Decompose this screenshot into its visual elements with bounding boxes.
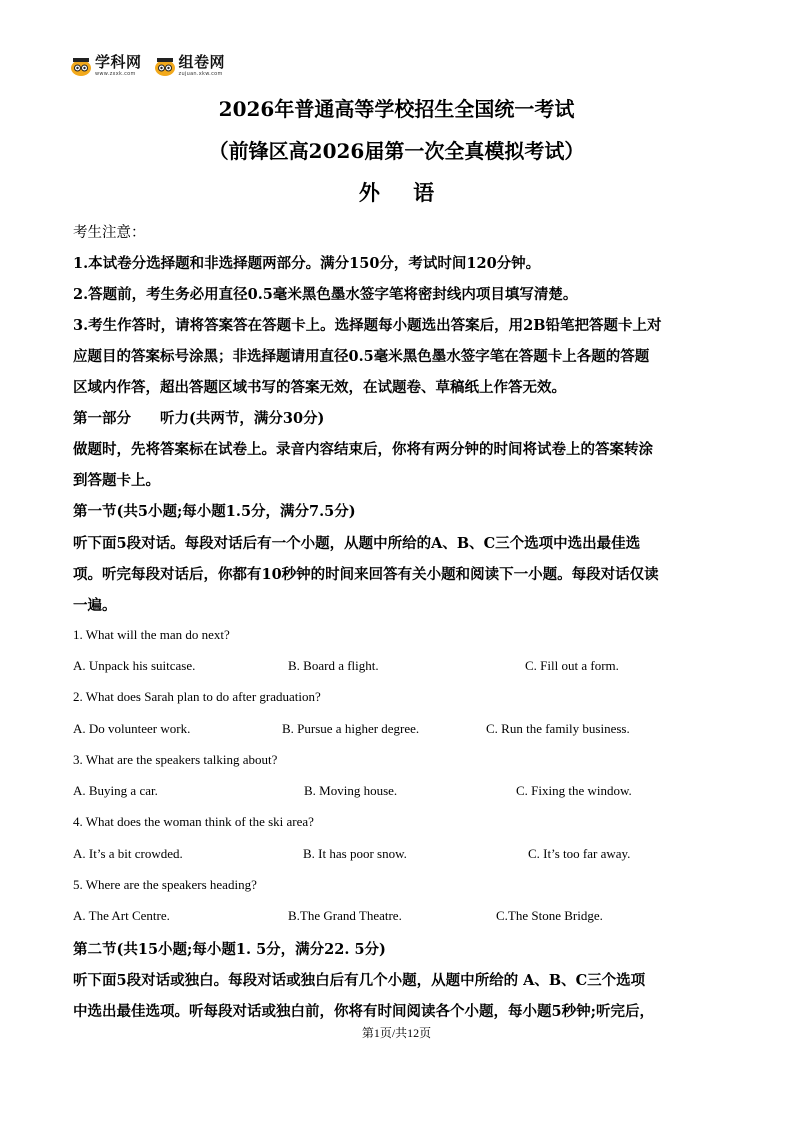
- question-4: 4. What does the woman think of the ski area?: [73, 814, 314, 829]
- part1-instruction-line-2: 到答题卡上。: [73, 472, 160, 489]
- section1-instruction-line-1: 听下面5段对话。每段对话后有一个小题，从题中所给的A、B、C三个选项中选出最佳选: [73, 535, 641, 552]
- part1-instruction-line-1: 做题时，先将答案标在试卷上。录音内容结束后，你将有两分钟的时间将试卷上的答案转涂: [73, 441, 653, 458]
- q5-option-b: B.The Grand Theatre.: [288, 908, 402, 923]
- question-5: 5. Where are the speakers heading?: [73, 877, 257, 892]
- q5-option-a: A. The Art Centre.: [73, 908, 170, 923]
- q4-option-a: A. It’s a bit crowded.: [73, 846, 183, 861]
- page-number: 第1页/共12页: [361, 1026, 432, 1040]
- logo-zujuanwang: [154, 55, 226, 77]
- question-2: 2. What does Sarah plan to do after graduation?: [73, 689, 321, 704]
- owl-mascot-icon: [154, 55, 176, 77]
- q3-option-c: C. Fixing the window.: [516, 783, 632, 798]
- exam-subtitle: （前锋区高2026届第一次全真模拟考试）: [208, 139, 585, 163]
- notice-item-1: 1.本试卷分选择题和非选择题两部分。满分150分，考试时间120分钟。: [73, 255, 541, 272]
- q3-option-b: B. Moving house.: [304, 783, 398, 798]
- logo-url: www.zxxk.com: [95, 71, 136, 77]
- section2-heading: 第二节(共15小题;每小题1. 5分，满分22. 5分): [73, 941, 386, 958]
- q5-option-c: C.The Stone Bridge.: [496, 908, 603, 923]
- owl-mascot-icon: [70, 55, 92, 77]
- section1-instruction-line-3: 一遍。: [73, 597, 117, 614]
- logo-xuekewang: [70, 55, 142, 77]
- notice-item-3-line-1: 3.考生作答时，请将答案答在答题卡上。选择题每小题选出答案后，用2B铅笔把答题卡上对: [73, 317, 662, 334]
- logo-name: 组卷网: [178, 53, 226, 71]
- notice-item-3-line-3: 区域内作答，超出答题区域书写的答案无效，在试题卷、草稿纸上作答无效。: [73, 379, 566, 396]
- q2-option-b: B. Pursue a higher degree.: [282, 721, 420, 736]
- q1-option-b: B. Board a flight.: [288, 658, 379, 673]
- part1-heading: 第一部分 听力(共两节，满分30分): [73, 410, 325, 427]
- logo-name: 学科网: [95, 53, 142, 71]
- question-1: 1. What will the man do next?: [73, 627, 230, 642]
- logo-url: zujuan.xkw.com: [178, 71, 223, 77]
- section1-instruction-line-2: 项。听完每段对话后，你都有10秒钟的时间来回答有关小题和阅读下一小题。每段对话仅读: [73, 566, 659, 583]
- section1-heading: 第一节(共5小题;每小题1.5分，满分7.5分): [73, 503, 356, 520]
- q2-option-a: A. Do volunteer work.: [73, 721, 191, 736]
- q4-option-c: C. It’s too far away.: [528, 846, 631, 861]
- q2-option-c: C. Run the family business.: [486, 721, 630, 736]
- question-3: 3. What are the speakers talking about?: [73, 752, 278, 767]
- header-logos: [70, 55, 225, 77]
- subject-title: 外 语: [358, 180, 435, 205]
- section2-instruction-line-1: 听下面5段对话或独白。每段对话或独白后有几个小题，从题中所给的 A、B、C三个选项: [73, 972, 646, 989]
- q4-option-b: B. It has poor snow.: [303, 846, 407, 861]
- exam-title: 2026年普通高等学校招生全国统一考试: [218, 97, 575, 121]
- q3-option-a: A. Buying a car.: [73, 783, 158, 798]
- notice-item-2: 2.答题前，考生务必用直径0.5毫米黑色墨水签字笔将密封线内项目填写清楚。: [73, 286, 578, 303]
- q1-option-a: A. Unpack his suitcase.: [73, 658, 196, 673]
- section2-instruction-line-2: 中选出最佳选项。听每段对话或独白前，你将有时间阅读各个小题，每小题5秒钟;听完后，: [73, 1003, 654, 1020]
- q1-option-c: C. Fill out a form.: [525, 658, 619, 673]
- notice-heading: 考生注意：: [73, 225, 146, 241]
- notice-item-3-line-2: 应题目的答案标号涂黑；非选择题请用直径0.5毫米黑色墨水签字笔在答题卡上各题的答题: [73, 348, 650, 365]
